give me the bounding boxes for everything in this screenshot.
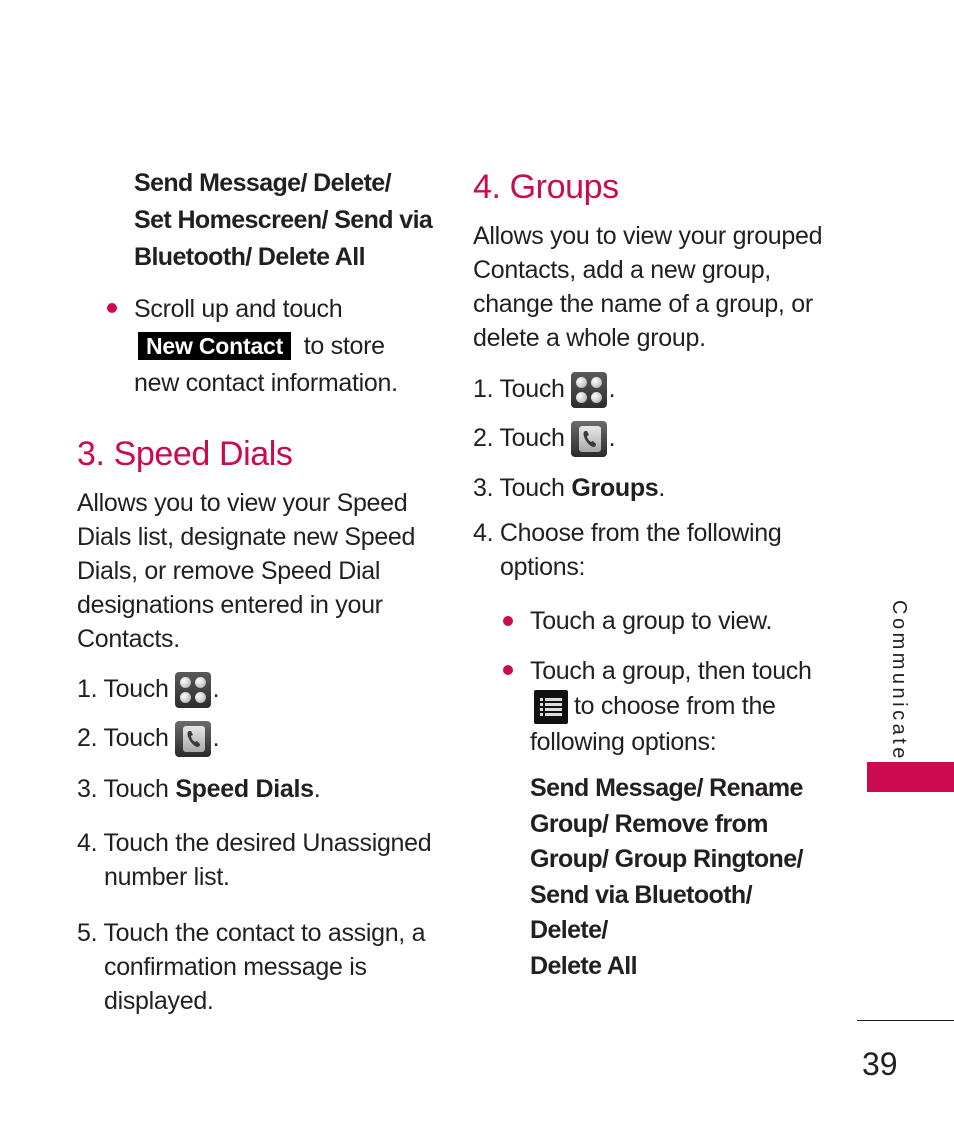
left-options-line-1: Send Message/ Delete/ (134, 169, 391, 197)
groups-menu-label: Groups (571, 474, 659, 502)
step-3-prefix: 3. Touch (473, 474, 572, 502)
speed-dials-step-4 (77, 826, 447, 894)
step-2-text: 2. Touch (77, 724, 169, 752)
speed-dials-step-2: 2. Touch . (77, 721, 219, 757)
groups-step-2: 2. Touch . (473, 421, 615, 457)
groups-intro-line: delete a whole group. (473, 324, 706, 352)
left-options-line-3: Bluetooth/ Delete All (134, 243, 365, 271)
groups-heading: 4. Groups (473, 168, 619, 206)
menu-grid-icon (571, 372, 607, 408)
contacts-phone-icon (175, 721, 211, 757)
groups-intro-line: Contacts, add a new group, (473, 256, 771, 284)
speed-dials-intro-line: designations entered in your (77, 591, 383, 619)
step-4-line: 4. Touch the desired Unassigned (77, 829, 432, 857)
footer-rule (857, 1020, 954, 1021)
step-4-line: 4. Choose from the following (473, 519, 782, 547)
scroll-bullet-line-3: new contact information. (134, 369, 398, 397)
groups-step-3: 3. Touch Groups. (473, 474, 666, 502)
scroll-bullet-after: to store (303, 332, 385, 360)
groups-options-line: Send Message/ Rename (530, 774, 803, 802)
contacts-phone-icon (571, 421, 607, 457)
groups-options-line: Group/ Group Ringtone/ (530, 845, 803, 873)
step-5-line: confirmation message is (104, 953, 367, 981)
speed-dials-intro-line: Dials list, designate new Speed (77, 523, 416, 551)
groups-options-line: Group/ Remove from (530, 809, 768, 838)
step-5-line: 5. Touch the contact to assign, a (77, 919, 426, 947)
bullet-dot (503, 665, 513, 675)
groups-step-1: 1. Touch . (473, 372, 615, 408)
options-list-icon (534, 690, 568, 724)
left-options-line-2: Set Homescreen/ Send via (134, 206, 433, 234)
speed-dials-intro-line: Contacts. (77, 625, 180, 653)
left-options-list (134, 165, 434, 276)
menu-grid-icon (175, 672, 211, 708)
bullet-2-line-2-text: to choose from the (574, 692, 776, 720)
groups-intro (473, 219, 843, 355)
step-4-line: options: (500, 553, 586, 581)
page-number: 39 (862, 1046, 898, 1082)
groups-options-line: Delete All (530, 951, 638, 980)
speed-dials-step-5 (77, 916, 447, 1018)
groups-intro-line: Allows you to view your grouped (473, 222, 823, 250)
groups-step-4 (473, 516, 843, 584)
step-2-text: 2. Touch (473, 424, 565, 452)
new-contact-button[interactable]: New Contact (138, 332, 291, 360)
speed-dials-intro (77, 486, 437, 656)
groups-intro-line: change the name of a group, or (473, 290, 813, 318)
step-1-text: 1. Touch (473, 375, 565, 403)
speed-dials-intro-line: Allows you to view your Speed (77, 489, 408, 517)
speed-dials-intro-line: Dials, or remove Speed Dial (77, 557, 381, 585)
step-3-prefix: 3. Touch (77, 775, 176, 803)
groups-bullet-2-line-3: following options: (530, 728, 717, 756)
bullet-dot (107, 303, 117, 313)
groups-options-list (530, 771, 830, 984)
scroll-bullet-line-2 (134, 329, 385, 363)
groups-bullet-2-line-1: Touch a group, then touch (530, 657, 812, 685)
groups-options-line: Send via Bluetooth/ Delete/ (530, 880, 752, 944)
groups-bullet-2-line-2 (530, 689, 776, 724)
scroll-bullet-line-1: Scroll up and touch (134, 295, 343, 323)
groups-bullet-1: Touch a group to view. (530, 607, 773, 635)
speed-dials-step-3: 3. Touch Speed Dials. (77, 775, 321, 803)
step-1-text: 1. Touch (77, 675, 169, 703)
bullet-dot (503, 616, 513, 626)
speed-dials-menu-label: Speed Dials (175, 775, 314, 803)
side-tab-marker (867, 762, 954, 792)
step-4-line: number list. (104, 863, 230, 891)
speed-dials-step-1: 1. Touch . (77, 672, 219, 708)
side-tab-label: Communicate (888, 600, 910, 762)
speed-dials-heading: 3. Speed Dials (77, 435, 293, 473)
step-5-line: displayed. (104, 987, 214, 1015)
